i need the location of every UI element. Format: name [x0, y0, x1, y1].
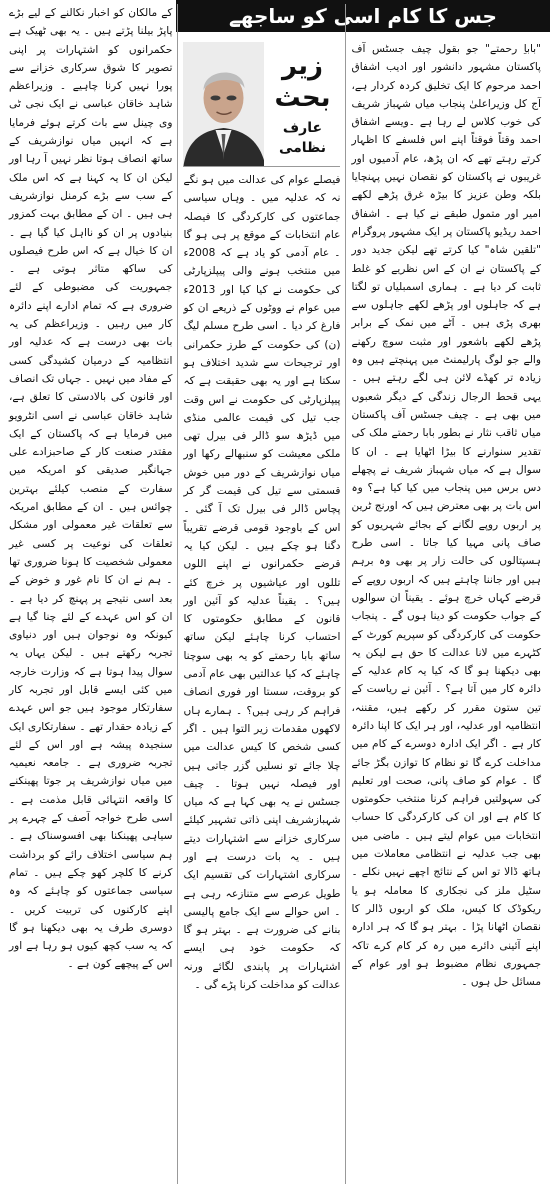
article-columns [4, 4, 546, 1184]
paragraph: کے مالکان کو اخبار نکالنے کے لیے بڑے پاپڑ بیلنا پڑتے ہیں ۔ یہ بھی ٹھیک ہے حکمرانوں کو اشتہارات پر اپنی تصویر کا شوق سرکاری خزانے سے پورا نہیں کرنا چاہیے ۔ وزیراعظم شاہد خاقان عباسی نے ایک نجی ٹی وی چینل سے بات کرتے ہوئے فرمایا ہے کہ انہیں میاں نوازشریف کے ساتھ انصاف ہوتا نظر نہیں آ رہا اور لیکن ان کا یہ کہنا ہے کہ اس ملک کے سب سے بڑے کرمنل نوازشریف ہی ہیں ۔ ان کے مطابق بہت کمزور بنیادوں پر ان کو نااہل کیا گیا ہے ۔ ان کا خیال ہے کہ اس طرح فیصلوں کی ساکھ متاثر ہوتی ہے ۔ جمہوریت کی مضبوطی کے لئے ضروری ہے کہ تمام ادارے اپنے دائرہ کار میں رہیں ۔ وزیراعظم کی یہ بات بھی درست ہے کہ عدلیہ اور انتظامیہ کے درمیان کشیدگی کسی کے مفاد میں نہیں ۔ جہاں تک انصاف اور قانون کی بالادستی کا تعلق ہے، شاہد خاقان عباسی نے اسی انٹرویو میں فرمایا ہے کہ پاکستان کے ایک مقتدر صنعت کار کے صاحبزادے علی جہانگیر صدیقی کو امریکہ میں سفارت کے منصب کیلئے بہترین چوائس ہیں ۔ ان کے مطابق امریکہ سے تعلقات غیر معمولی اور مشکل تعلقات کی نوعیت پر کسی غیر معمولی شخصیت کا ہونا ضروری تھا ۔ ہم نے ان کا نام غور و خوض کے بعد اسی نتیجے پر پہنچ کر دیا ہے ۔ ان کو اس عہدے کے لئے چنا گیا ہے کیونکہ وہ نوجوان ہیں اور دنیاوی تجربہ رکھتے ہیں ۔ لیکن یہاں یہ سوال پیدا ہوتا ہے کہ وزارت خارجہ میں کئی ایسے قابل اور تجربہ کار سفارتکار موجود ہیں جو اس عہدے کے زیادہ حقدار تھے ۔ سفارتکاری ایک سنجیدہ پیشہ ہے اور اس کے لئے تجربہ ضروری ہے ۔ جامعہ نعیمیہ میں میاں نوازشریف پر جوتا پھینکنے کا واقعہ انتہائی قابل مذمت ہے ۔ اسی طرح خواجہ آصف کے چہرے پر سیاہی پھینکنا بھی افسوسناک ہے ۔ ہم سیاسی اختلاف رائے کو برداشت کرنے کا کلچر کھو چکے ہیں ۔ تمام سیاسی جماعتوں کو چاہئے کہ وہ اپنے کارکنوں کی تربیت کریں ۔ دوسری طرف یہ بھی دیکھنا ہو گا کہ یہ سب کچھ کیوں ہو رہا ہے اور اس کے پیچھے کون ہے ۔ [9, 7, 173, 971]
column-right [345, 4, 546, 1184]
article-headline: جس کا کام اسی کو ساجھے [176, 0, 550, 32]
author-photo [183, 42, 264, 166]
column-middle [177, 4, 345, 1184]
paragraph: "باباِ رحمتے" جو بقول چیف جسٹس آف پاکستان مشہور دانشور اور ادیب اشفاق احمد مرحوم کا ایک تخلیق کردہ کردار ہے، آج کل وزیراعلیٰ پنجاب میاں شہباز شریف کی خوب کلاس لے رہا ہے ۔ویسے اشفاق احمد وقتاً فوقتاً اپنے اس فلسفے کا اظہار کرتے رہتے تھے کہ ان پڑھ، عام آدمیوں اور غریبوں نے پاکستان کو نقصان نہیں پہنچایا بلکہ وطن عزیز کا بیڑہ غرق پڑھے لکھے امیر اور متمول طبقے نے کیا ہے ۔ اشفاق احمد ریڈیو پاکستان پر ایک مشہور پروگرام "تلقین شاہ" کیا کرتے تھے لیکن جدید دور کے پاکستان نے ان کے اس نظریے کو غلط ثابت کر دیا ہے ۔ ہماری اسمبلیاں تو لگتا ہے کہ جاہلوں اور پڑھے لکھے جاہلوں سے بھری پڑی ہیں ۔ آٹے میں نمک کے برابر پڑھے لکھے باشعور اور مثبت سوچ رکھنے والے جو لوگ پارلیمنٹ میں پہنچتے ہیں وہ زیادہ تر کھڈے لائن ہی لگے رہتے ہیں ۔ یہی قحط الرجال زندگی کے دیگر شعبوں میں بھی ہے ۔ چیف جسٹس آف پاکستان میاں ثاقب نثار نے بطور بابا رحمتے ملک کی تقدیر سنوارنے کا بیڑا اٹھایا ہے ۔ ان کا سوال ہے کہ میاں شہباز شریف نے پچھلے دس برس میں پنجاب میں کیا کیا ہے؟ وہ اس بات پر بھی معترض ہیں کہ اورنج ٹرین پر اربوں روپے لگانے کے بجائے شہریوں کو صاف پانی مہیا کیا جاتا ۔ اسی طرح ہسپتالوں کی حالت زار پر بھی وہ برہم ہیں اور جاننا چاہتے ہیں کہ اربوں روپے کے قرضے کہاں خرچ ہوئے ۔ یقیناً ان سوالوں کے جواب حکومت کو دینا ہوں گے ۔ پنجاب حکومت کی کارکردگی کو سپریم کورٹ کے کٹہرے میں لانا عدالت کا حق ہے لیکن یہ بھی دیکھنا ہو گا کہ کیا یہ کام عدلیہ کے دائرہ کار میں آتا ہے؟ ۔ آئین نے ریاست کے تین ستون مقرر کر رکھے ہیں، مقننہ، انتظامیہ اور عدلیہ، اور ہر ایک کا اپنا دائرہ کار ہے ۔ اگر ایک ادارہ دوسرے کے کام میں مداخلت کرے گا تو نظام کا توازن بگڑ جائے گا ۔ عوام کو صاف پانی، صحت اور تعلیم کی سہولتیں فراہم کرنا منتخب حکومتوں کا کام ہے اور ان کی کارکردگی کا حساب انتخابات میں عوام لیتے ہیں ۔ ماضی میں بھی جب عدلیہ نے انتظامی معاملات میں ہاتھ ڈالا تو اس کے نتائج اچھے نہیں نکلے ۔ سٹیل ملز کی نجکاری کا معاملہ ہو یا ریکوڈک کا کیس، ملک کو اربوں ڈالر کا نقصان اٹھانا پڑا ۔ بہتر ہو گا کہ ہر ادارہ اپنے آئینی دائرے میں رہ کر کام کرے تاکہ جمہوری نظام مضبوط ہو اور عوام کے مسائل حل ہوں ۔ [351, 43, 541, 989]
column-label-line1: زیر [282, 51, 323, 81]
column-label [264, 42, 340, 166]
author-name: عارف نظامی [278, 120, 326, 156]
column-left [4, 4, 177, 1184]
author-portrait-icon [183, 42, 264, 166]
paragraph: فیصلے عوام کی عدالت میں ہو نگے نہ کہ عدلیہ میں ۔ وہاں سیاسی جماعتوں کی کارکردگی کا فیصلہ عام انتخابات کے موقع پر ہی ہو گا ۔ عام آدمی کو یاد ہے کہ 2008ء میں منتخب ہونے والی پیپلزپارٹی کی حکومت نے کیا کیا اور 2013ء میں عوام نے ووٹوں کے ذریعے ان کو فارغ کر دیا ۔ اسی طرح مسلم لیگ (ن) کی حکومت کے طرز حکمرانی اور ترجیحات سے شدید اختلاف ہو سکتا ہے اور یہ بھی حقیقت ہے کہ پیپلزپارٹی کی حکومت نے اس وقت جب تیل کی قیمت عالمی منڈی میں ڈیڑھ سو ڈالر فی بیرل تھی ملکی معیشت کو سنبھالے رکھا اور میاں نوازشریف کے دور میں خوش قسمتی سے تیل کی قیمت گر کر پچاس ڈالر فی بیرل تک آ گئی ۔ اس کے باوجود قومی قرضے تقریباً دگنا ہو چکے ہیں ۔ لیکن کیا یہ قرضے حکمرانوں نے اپنے اللوں تللوں اور عیاشیوں پر خرچ کئے ہیں؟ ۔ یقیناً عدلیہ کو آئین اور قانون کے مطابق حکومتوں کا احتساب کرنا چاہئے لیکن ساتھ ساتھ بابا رحمتے کو یہ بھی سوچنا چاہئے کہ کیا عدالتیں بھی عام آدمی کو بروقت، سستا اور فوری انصاف فراہم کر رہی ہیں؟ ۔ ہمارے ہاں لاکھوں مقدمات زیر التوا ہیں ۔ اگر کسی شخص کا کیس عدالت میں چلا جائے تو نسلیں گزر جاتی ہیں اور فیصلہ نہیں ہوتا ۔ چیف جسٹس نے یہ بھی کہا ہے کہ میاں شہبازشریف اپنی ذاتی تشہیر کیلئے سرکاری خزانے سے اشتہارات دیتے ہیں ۔ یہ بات درست ہے اور سرکاری اشتہارات کی تقسیم ایک طویل عرصے سے متنازعہ رہی ہے ۔ اس حوالے سے ایک جامع پالیسی بنانے کی ضرورت ہے ۔ بہتر ہو گا کہ حکومت خود ہی ایسے اشتہارات پر پابندی لگائے ورنہ عدالت کو مداخلت کرنا پڑے گی ۔ [183, 174, 341, 992]
column-label-line2: بحث [274, 83, 331, 113]
byline-box [183, 42, 340, 167]
